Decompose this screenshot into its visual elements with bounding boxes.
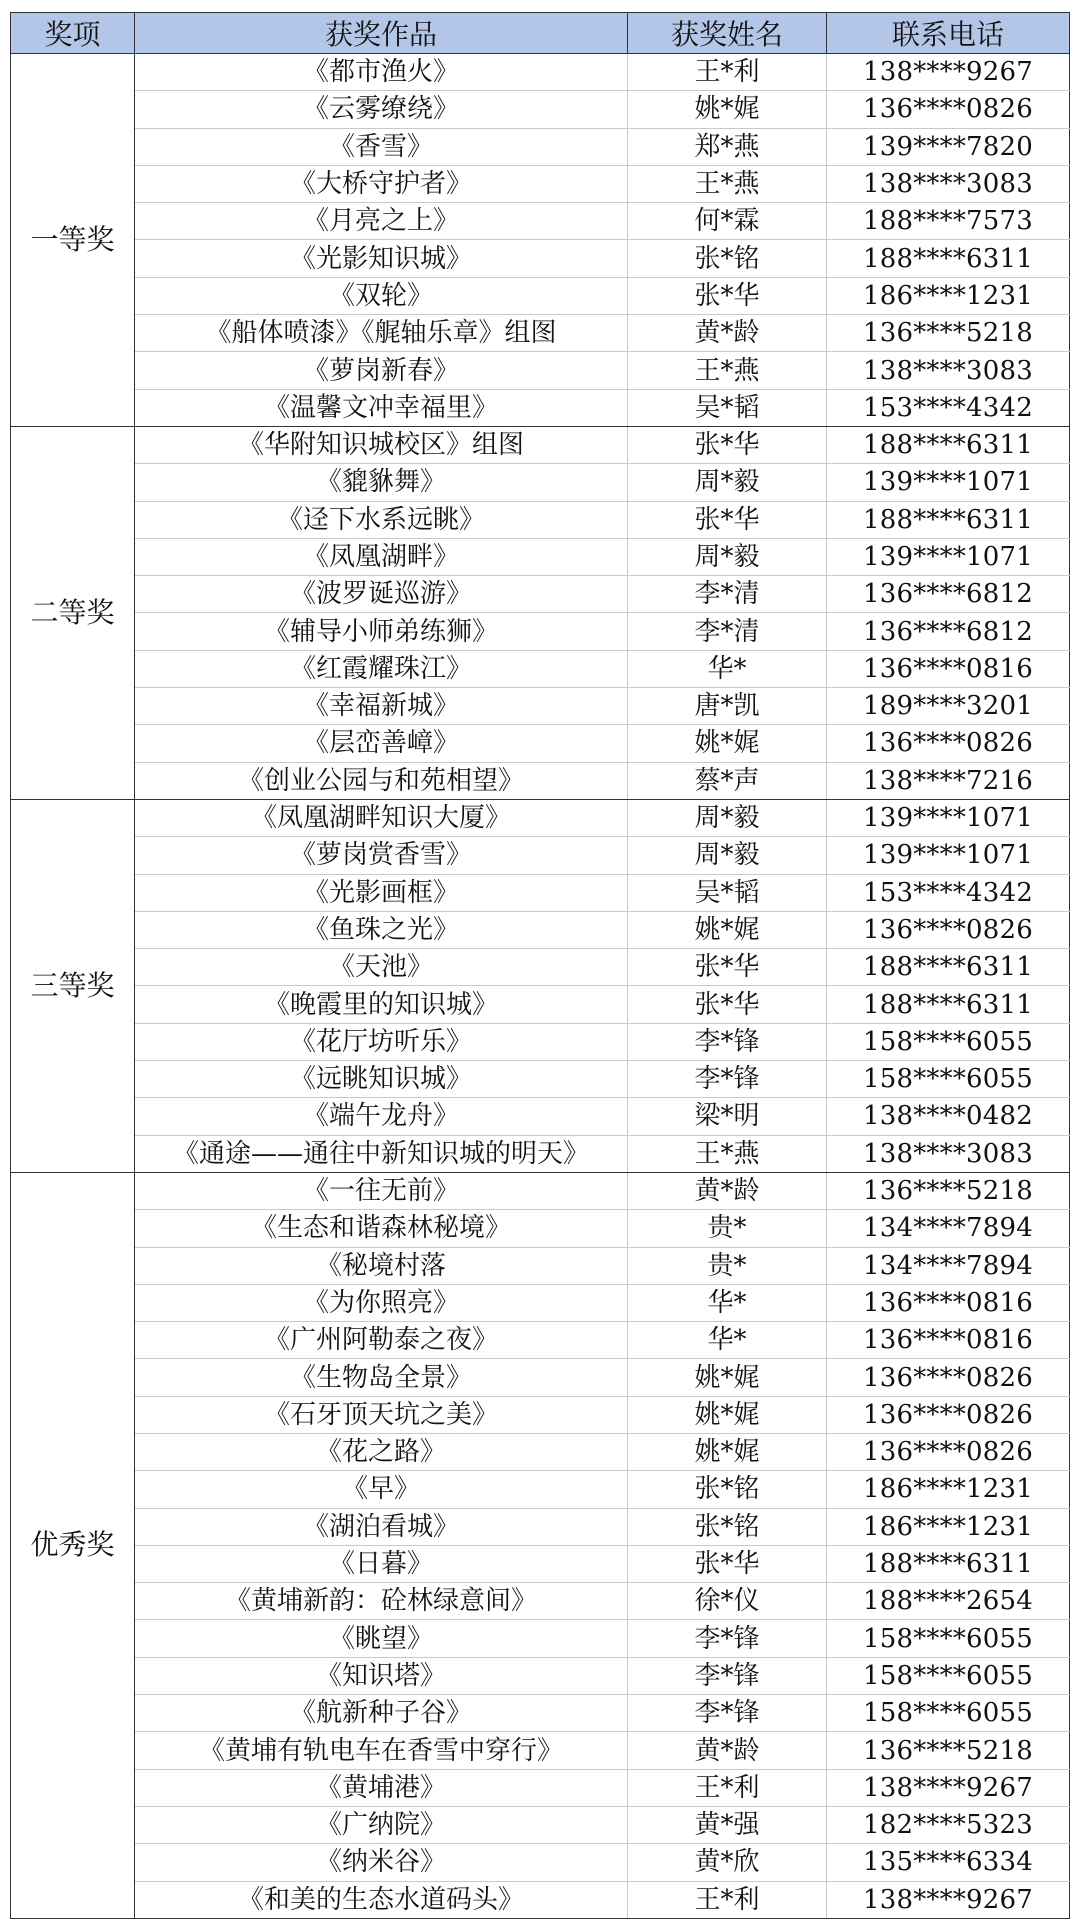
- work-title-cell: 《端午龙舟》: [135, 1098, 628, 1135]
- winner-name-cell: 姚*娓: [628, 91, 827, 128]
- winner-name-cell: 王*燕: [628, 352, 827, 389]
- winner-name-cell: 姚*娓: [628, 1433, 827, 1470]
- phone-cell: 136****0816: [827, 1322, 1070, 1359]
- header-award: 奖项: [11, 13, 135, 54]
- work-title-cell: 《湖泊看城》: [135, 1508, 628, 1545]
- phone-cell: 134****7894: [827, 1210, 1070, 1247]
- winner-name-cell: 姚*娓: [628, 725, 827, 762]
- table-row: [11, 1135, 1070, 1172]
- header-phone: 联系电话: [827, 13, 1070, 54]
- table-row: [11, 165, 1070, 202]
- winner-name-cell: 黄*强: [628, 1806, 827, 1843]
- phone-cell: 136****0816: [827, 650, 1070, 687]
- winner-name-cell: 李*锋: [628, 1657, 827, 1694]
- work-title-cell: 《幸福新城》: [135, 688, 628, 725]
- table-row: [11, 1508, 1070, 1545]
- phone-cell: 182****5323: [827, 1806, 1070, 1843]
- work-title-cell: 《通途——通往中新知识城的明天》: [135, 1135, 628, 1172]
- phone-cell: 136****6812: [827, 576, 1070, 613]
- table-row: [11, 240, 1070, 277]
- table-row: [11, 1806, 1070, 1843]
- phone-cell: 153****4342: [827, 389, 1070, 426]
- winner-name-cell: 张*华: [628, 949, 827, 986]
- table-row: [11, 1284, 1070, 1321]
- phone-cell: 153****4342: [827, 874, 1070, 911]
- work-title-cell: 《花厅坊听乐》: [135, 1023, 628, 1060]
- table-row: [11, 277, 1070, 314]
- phone-cell: 136****5218: [827, 1732, 1070, 1769]
- work-title-cell: 《远眺知识城》: [135, 1061, 628, 1098]
- work-title-cell: 《创业公园与和苑相望》: [135, 762, 628, 799]
- work-title-cell: 《生物岛全景》: [135, 1359, 628, 1396]
- winner-name-cell: 黄*欣: [628, 1844, 827, 1881]
- table-row: [11, 1881, 1070, 1918]
- winner-name-cell: 华*: [628, 1322, 827, 1359]
- winner-name-cell: 王*利: [628, 1769, 827, 1806]
- work-title-cell: 《貔貅舞》: [135, 464, 628, 501]
- table-row: [11, 315, 1070, 352]
- work-title-cell: 《早》: [135, 1471, 628, 1508]
- phone-cell: 188****6311: [827, 1545, 1070, 1582]
- table-row: [11, 1695, 1070, 1732]
- winner-name-cell: 李*锋: [628, 1023, 827, 1060]
- phone-cell: 138****3083: [827, 352, 1070, 389]
- phone-cell: 139****1071: [827, 538, 1070, 575]
- work-title-cell: 《萝岗赏香雪》: [135, 837, 628, 874]
- table-row: [11, 949, 1070, 986]
- winner-name-cell: 华*: [628, 1284, 827, 1321]
- winner-name-cell: 王*燕: [628, 1135, 827, 1172]
- phone-cell: 139****1071: [827, 464, 1070, 501]
- winner-name-cell: 李*清: [628, 576, 827, 613]
- phone-cell: 138****9267: [827, 1769, 1070, 1806]
- winner-name-cell: 周*毅: [628, 837, 827, 874]
- winner-name-cell: 徐*仪: [628, 1583, 827, 1620]
- table-row: [11, 1433, 1070, 1470]
- phone-cell: 188****6311: [827, 240, 1070, 277]
- work-title-cell: 《石牙顶天坑之美》: [135, 1396, 628, 1433]
- winner-name-cell: 张*华: [628, 277, 827, 314]
- winner-name-cell: 李*锋: [628, 1695, 827, 1732]
- work-title-cell: 《秘境村落: [135, 1247, 628, 1284]
- table-row: [11, 352, 1070, 389]
- table-row: [11, 1844, 1070, 1881]
- phone-cell: 136****6812: [827, 613, 1070, 650]
- winner-name-cell: 吴*韬: [628, 874, 827, 911]
- phone-cell: 134****7894: [827, 1247, 1070, 1284]
- table-row: [11, 1620, 1070, 1657]
- work-title-cell: 《日暮》: [135, 1545, 628, 1582]
- header-row: [11, 13, 1070, 54]
- phone-cell: 136****0826: [827, 1433, 1070, 1470]
- phone-cell: 186****1231: [827, 1471, 1070, 1508]
- table-row: [11, 1583, 1070, 1620]
- phone-cell: 136****0826: [827, 911, 1070, 948]
- winner-name-cell: 周*毅: [628, 464, 827, 501]
- header-name: 获奖姓名: [628, 13, 827, 54]
- table-row: [11, 1396, 1070, 1433]
- work-title-cell: 《光影画框》: [135, 874, 628, 911]
- phone-cell: 188****2654: [827, 1583, 1070, 1620]
- winner-name-cell: 姚*娓: [628, 1359, 827, 1396]
- table-row: [11, 1023, 1070, 1060]
- phone-cell: 188****6311: [827, 949, 1070, 986]
- table-row: [11, 799, 1070, 836]
- table-row: [11, 1732, 1070, 1769]
- award-level-cell: 二等奖: [11, 426, 135, 799]
- table-row: [11, 1657, 1070, 1694]
- winner-name-cell: 张*铭: [628, 1508, 827, 1545]
- winner-name-cell: 张*华: [628, 1545, 827, 1582]
- work-title-cell: 《迳下水系远眺》: [135, 501, 628, 538]
- phone-cell: 158****6055: [827, 1695, 1070, 1732]
- award-level-cell: 一等奖: [11, 54, 135, 427]
- table-row: [11, 389, 1070, 426]
- table-row: [11, 725, 1070, 762]
- table-row: [11, 1210, 1070, 1247]
- award-table-container: [10, 12, 1069, 1919]
- table-row: [11, 986, 1070, 1023]
- work-title-cell: 《红霞耀珠江》: [135, 650, 628, 687]
- phone-cell: 186****1231: [827, 1508, 1070, 1545]
- phone-cell: 138****3083: [827, 165, 1070, 202]
- award-level-cell: 三等奖: [11, 799, 135, 1172]
- winner-name-cell: 郑*燕: [628, 128, 827, 165]
- winner-name-cell: 唐*凯: [628, 688, 827, 725]
- winner-name-cell: 王*燕: [628, 165, 827, 202]
- work-title-cell: 《萝岗新春》: [135, 352, 628, 389]
- work-title-cell: 《温馨文冲幸福里》: [135, 389, 628, 426]
- work-title-cell: 《黄埔新韵：砼林绿意间》: [135, 1583, 628, 1620]
- work-title-cell: 《知识塔》: [135, 1657, 628, 1694]
- work-title-cell: 《辅导小师弟练狮》: [135, 613, 628, 650]
- table-row: [11, 688, 1070, 725]
- phone-cell: 158****6055: [827, 1620, 1070, 1657]
- table-row: [11, 1061, 1070, 1098]
- phone-cell: 158****6055: [827, 1023, 1070, 1060]
- work-title-cell: 《层峦善嶂》: [135, 725, 628, 762]
- winner-name-cell: 梁*明: [628, 1098, 827, 1135]
- phone-cell: 136****0826: [827, 725, 1070, 762]
- table-row: [11, 911, 1070, 948]
- table-row: [11, 1471, 1070, 1508]
- header-work: 获奖作品: [135, 13, 628, 54]
- winner-name-cell: 黄*龄: [628, 1172, 827, 1209]
- work-title-cell: 《凤凰湖畔知识大厦》: [135, 799, 628, 836]
- phone-cell: 136****5218: [827, 315, 1070, 352]
- table-row: [11, 128, 1070, 165]
- phone-cell: 138****9267: [827, 1881, 1070, 1918]
- work-title-cell: 《为你照亮》: [135, 1284, 628, 1321]
- phone-cell: 136****5218: [827, 1172, 1070, 1209]
- work-title-cell: 《云雾缭绕》: [135, 91, 628, 128]
- table-row: [11, 837, 1070, 874]
- work-title-cell: 《凤凰湖畔》: [135, 538, 628, 575]
- winner-name-cell: 贵*: [628, 1210, 827, 1247]
- table-row: [11, 1322, 1070, 1359]
- work-title-cell: 《广纳院》: [135, 1806, 628, 1843]
- table-header: [11, 13, 1070, 54]
- work-title-cell: 《光影知识城》: [135, 240, 628, 277]
- winner-name-cell: 张*华: [628, 986, 827, 1023]
- winner-name-cell: 王*利: [628, 54, 827, 91]
- winner-name-cell: 周*毅: [628, 538, 827, 575]
- work-title-cell: 《月亮之上》: [135, 203, 628, 240]
- winner-name-cell: 姚*娓: [628, 911, 827, 948]
- work-title-cell: 《黄埔港》: [135, 1769, 628, 1806]
- work-title-cell: 《眺望》: [135, 1620, 628, 1657]
- work-title-cell: 《航新种子谷》: [135, 1695, 628, 1732]
- work-title-cell: 《鱼珠之光》: [135, 911, 628, 948]
- phone-cell: 138****7216: [827, 762, 1070, 799]
- work-title-cell: 《波罗诞巡游》: [135, 576, 628, 613]
- table-row: [11, 762, 1070, 799]
- table-row: [11, 1247, 1070, 1284]
- phone-cell: 138****9267: [827, 54, 1070, 91]
- table-row: [11, 1545, 1070, 1582]
- table-row: [11, 464, 1070, 501]
- winner-name-cell: 黄*龄: [628, 315, 827, 352]
- winner-name-cell: 张*华: [628, 426, 827, 463]
- phone-cell: 136****0826: [827, 1359, 1070, 1396]
- table-row: [11, 91, 1070, 128]
- phone-cell: 188****6311: [827, 986, 1070, 1023]
- winner-name-cell: 李*锋: [628, 1061, 827, 1098]
- phone-cell: 188****7573: [827, 203, 1070, 240]
- table-row: [11, 54, 1070, 91]
- work-title-cell: 《广州阿勒泰之夜》: [135, 1322, 628, 1359]
- phone-cell: 188****6311: [827, 501, 1070, 538]
- work-title-cell: 《大桥守护者》: [135, 165, 628, 202]
- phone-cell: 135****6334: [827, 1844, 1070, 1881]
- phone-cell: 136****0826: [827, 1396, 1070, 1433]
- winner-name-cell: 黄*龄: [628, 1732, 827, 1769]
- winner-name-cell: 张*铭: [628, 240, 827, 277]
- table-row: [11, 501, 1070, 538]
- winner-name-cell: 李*清: [628, 613, 827, 650]
- winner-name-cell: 张*华: [628, 501, 827, 538]
- work-title-cell: 《双轮》: [135, 277, 628, 314]
- work-title-cell: 《生态和谐森林秘境》: [135, 1210, 628, 1247]
- winner-name-cell: 姚*娓: [628, 1396, 827, 1433]
- phone-cell: 139****7820: [827, 128, 1070, 165]
- table-row: [11, 203, 1070, 240]
- winner-name-cell: 周*毅: [628, 799, 827, 836]
- phone-cell: 139****1071: [827, 837, 1070, 874]
- award-table: [10, 12, 1070, 1919]
- table-row: [11, 538, 1070, 575]
- table-row: [11, 1172, 1070, 1209]
- phone-cell: 136****0816: [827, 1284, 1070, 1321]
- phone-cell: 158****6055: [827, 1061, 1070, 1098]
- winner-name-cell: 李*锋: [628, 1620, 827, 1657]
- work-title-cell: 《黄埔有轨电车在香雪中穿行》: [135, 1732, 628, 1769]
- work-title-cell: 《和美的生态水道码头》: [135, 1881, 628, 1918]
- winner-name-cell: 何*霖: [628, 203, 827, 240]
- phone-cell: 139****1071: [827, 799, 1070, 836]
- winner-name-cell: 蔡*声: [628, 762, 827, 799]
- phone-cell: 136****0826: [827, 91, 1070, 128]
- phone-cell: 158****6055: [827, 1657, 1070, 1694]
- work-title-cell: 《纳米谷》: [135, 1844, 628, 1881]
- phone-cell: 186****1231: [827, 277, 1070, 314]
- table-row: [11, 1769, 1070, 1806]
- work-title-cell: 《都市渔火》: [135, 54, 628, 91]
- winner-name-cell: 张*铭: [628, 1471, 827, 1508]
- phone-cell: 138****0482: [827, 1098, 1070, 1135]
- award-level-cell: 优秀奖: [11, 1172, 135, 1918]
- work-title-cell: 《船体喷漆》《艉轴乐章》组图: [135, 315, 628, 352]
- winner-name-cell: 王*利: [628, 1881, 827, 1918]
- phone-cell: 188****6311: [827, 426, 1070, 463]
- work-title-cell: 《一往无前》: [135, 1172, 628, 1209]
- table-body: [11, 54, 1070, 1919]
- work-title-cell: 《香雪》: [135, 128, 628, 165]
- table-row: [11, 1098, 1070, 1135]
- table-row: [11, 650, 1070, 687]
- winner-name-cell: 贵*: [628, 1247, 827, 1284]
- phone-cell: 189****3201: [827, 688, 1070, 725]
- winner-name-cell: 吴*韬: [628, 389, 827, 426]
- table-row: [11, 874, 1070, 911]
- work-title-cell: 《晚霞里的知识城》: [135, 986, 628, 1023]
- work-title-cell: 《华附知识城校区》组图: [135, 426, 628, 463]
- table-row: [11, 576, 1070, 613]
- winner-name-cell: 华*: [628, 650, 827, 687]
- table-row: [11, 613, 1070, 650]
- table-row: [11, 426, 1070, 463]
- phone-cell: 138****3083: [827, 1135, 1070, 1172]
- table-row: [11, 1359, 1070, 1396]
- work-title-cell: 《天池》: [135, 949, 628, 986]
- work-title-cell: 《花之路》: [135, 1433, 628, 1470]
